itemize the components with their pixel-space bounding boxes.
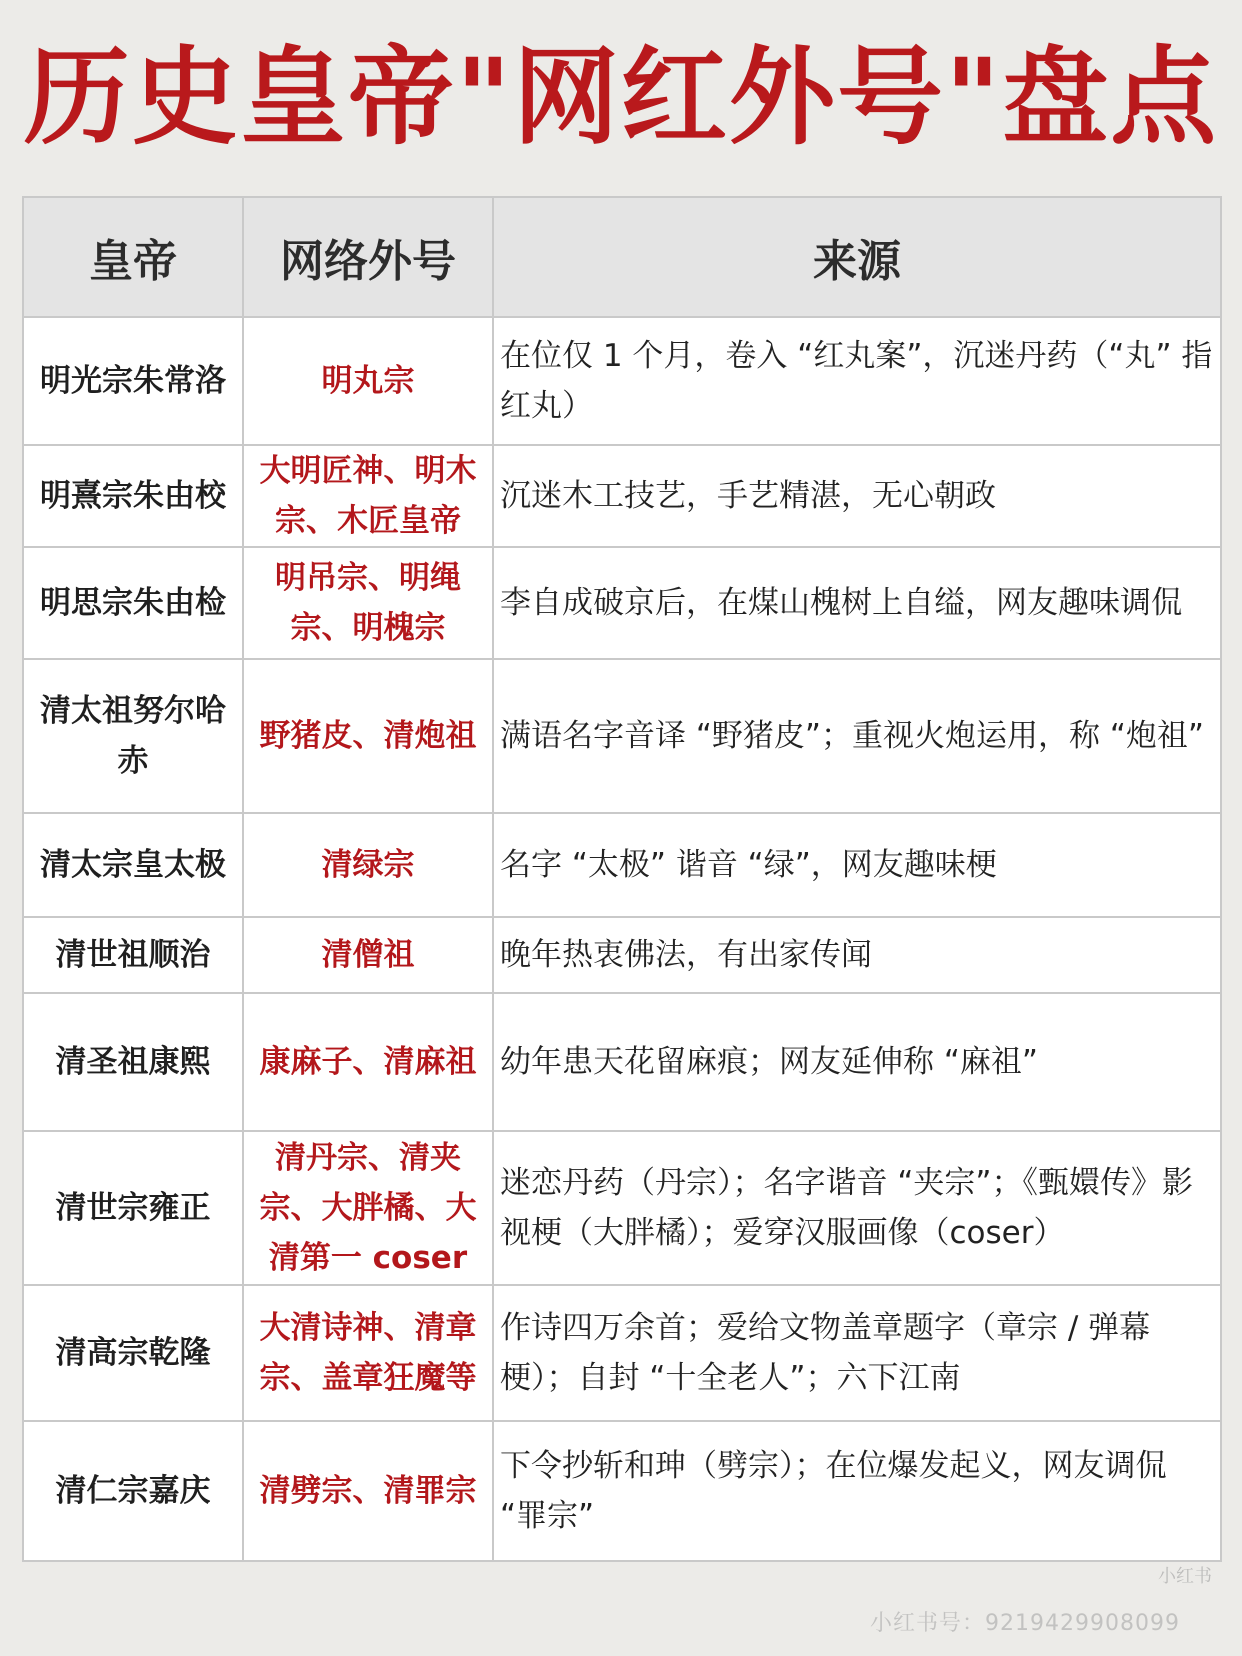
- nickname-cell: 大明匠神、明木宗、木匠皇帝: [243, 445, 493, 547]
- nickname-cell: 明丸宗: [243, 317, 493, 445]
- source-cell: 晚年热衷佛法，有出家传闻: [493, 917, 1221, 993]
- source-cell: 名字 “太极” 谐音 “绿”，网友趣味梗: [493, 813, 1221, 917]
- emperor-cell: 明光宗朱常洛: [23, 317, 243, 445]
- nickname-cell: 野猪皮、清炮祖: [243, 659, 493, 813]
- watermark-account: 小红书号：9219429908099: [870, 1611, 1180, 1636]
- table-row: [23, 993, 1221, 1131]
- emperor-cell: 清圣祖康熙: [23, 993, 243, 1131]
- table-row: [23, 317, 1221, 445]
- nickname-cell: 清丹宗、清夹宗、大胖橘、大清第一 coser: [243, 1131, 493, 1285]
- page-title: 历史皇帝"网红外号"盘点: [23, 36, 1219, 159]
- source-cell: 满语名字音译 “野猪皮”；重视火炮运用，称 “炮祖”: [493, 659, 1221, 813]
- table-row: [23, 445, 1221, 547]
- table-row: [23, 813, 1221, 917]
- table-row: [23, 547, 1221, 659]
- header-source: 来源: [493, 197, 1221, 317]
- source-cell: 李自成破京后，在煤山槐树上自缢，网友趣味调侃: [493, 547, 1221, 659]
- emperor-cell: 清太宗皇太极: [23, 813, 243, 917]
- nickname-cell: 清劈宗、清罪宗: [243, 1421, 493, 1561]
- table-row: [23, 659, 1221, 813]
- nickname-cell: 康麻子、清麻祖: [243, 993, 493, 1131]
- source-cell: 作诗四万余首；爱给文物盖章题字（章宗 / 弹幕梗）；自封 “十全老人”；六下江南: [493, 1285, 1221, 1421]
- table-row: [23, 917, 1221, 993]
- table-row: [23, 1131, 1221, 1285]
- emperor-cell: 清高宗乾隆: [23, 1285, 243, 1421]
- emperor-cell: 清世祖顺治: [23, 917, 243, 993]
- nickname-cell: 清僧祖: [243, 917, 493, 993]
- table-header-row: [23, 197, 1221, 317]
- watermark-brand: 小红书: [1158, 1566, 1212, 1587]
- source-cell: 在位仅 1 个月，卷入 “红丸案”，沉迷丹药（“丸” 指红丸）: [493, 317, 1221, 445]
- nickname-cell: 清绿宗: [243, 813, 493, 917]
- emperor-cell: 清太祖努尔哈赤: [23, 659, 243, 813]
- nickname-cell: 大清诗神、清章宗、盖章狂魔等: [243, 1285, 493, 1421]
- table-row: [23, 1285, 1221, 1421]
- emperor-cell: 清仁宗嘉庆: [23, 1421, 243, 1561]
- emperor-cell: 清世宗雍正: [23, 1131, 243, 1285]
- nickname-table: [22, 196, 1222, 1562]
- source-cell: 下令抄斩和珅（劈宗）；在位爆发起义，网友调侃 “罪宗”: [493, 1421, 1221, 1561]
- header-nickname: 网络外号: [243, 197, 493, 317]
- source-cell: 幼年患天花留麻痕；网友延伸称 “麻祖”: [493, 993, 1221, 1131]
- emperor-cell: 明思宗朱由检: [23, 547, 243, 659]
- header-emperor: 皇帝: [23, 197, 243, 317]
- source-cell: 沉迷木工技艺，手艺精湛，无心朝政: [493, 445, 1221, 547]
- nickname-cell: 明吊宗、明绳宗、明槐宗: [243, 547, 493, 659]
- table-row: [23, 1421, 1221, 1561]
- emperor-cell: 明熹宗朱由校: [23, 445, 243, 547]
- source-cell: 迷恋丹药（丹宗）；名字谐音 “夹宗”；《甄嬛传》影视梗（大胖橘）；爱穿汉服画像（coser）: [493, 1131, 1221, 1285]
